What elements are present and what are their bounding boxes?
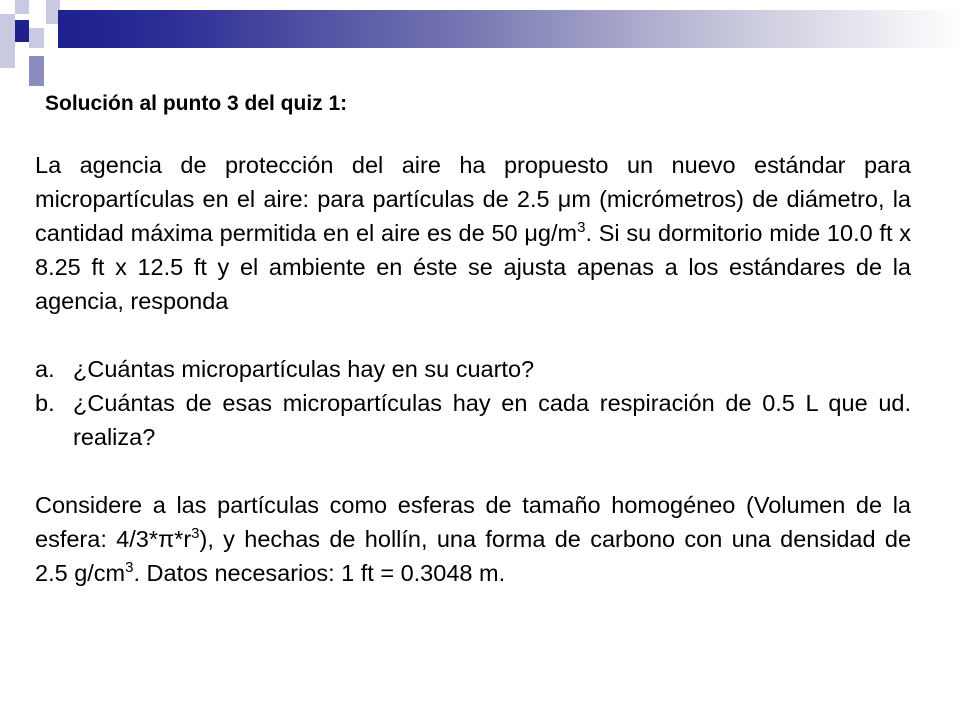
question-item-a	[35, 352, 911, 386]
notes-text-1: Considere a las partículas como esferas de tamaño homogéneo (Volumen de la esfera: 4/3*π*r	[35, 492, 911, 552]
list-marker: b.	[35, 390, 55, 416]
superscript: 3	[577, 219, 586, 237]
gradient-banner	[58, 10, 960, 48]
question-text: ¿Cuántas micropartículas hay en su cuarto?	[73, 356, 535, 382]
list-marker: a.	[35, 356, 55, 382]
notes-paragraph	[35, 488, 911, 590]
superscript: 3	[191, 525, 200, 543]
notes-text-2: ), y hechas de hollín, una forma de carbono con una densidad de 2.5 g/cm	[35, 526, 912, 586]
slide-body	[35, 148, 911, 590]
decor-square	[15, 20, 29, 42]
superscript: 3	[125, 559, 134, 577]
notes-text-3: . Datos necesarios: 1 ft = 0.3048 m.	[133, 560, 506, 586]
problem-text-2: . Si su dormitorio mide 10.0 ft x 8.25 ft x 12.5 ft y el ambiente en éste se ajusta apenas a los estándares de la agencia, responda	[35, 220, 912, 314]
question-text: ¿Cuántas de esas micropartículas hay en cada respiración de 0.5 L que ud. realiza?	[73, 390, 911, 450]
question-list	[35, 352, 911, 454]
decor-square	[29, 28, 44, 48]
decor-square	[29, 56, 44, 86]
decor-square	[0, 14, 15, 48]
question-item-b	[35, 386, 911, 454]
decor-square	[15, 0, 29, 14]
problem-text-1: La agencia de protección del aire ha propuesto un nuevo estándar para micropartículas en el aire: para partículas de 2.5 μm (micrómetros) de diámetro, la cantidad máxima permitida en el aire es de 50 μg/m	[35, 152, 911, 246]
decor-square	[0, 48, 15, 68]
problem-statement	[35, 148, 911, 318]
slide-title: Solución al punto 3 del quiz 1:	[45, 92, 348, 115]
